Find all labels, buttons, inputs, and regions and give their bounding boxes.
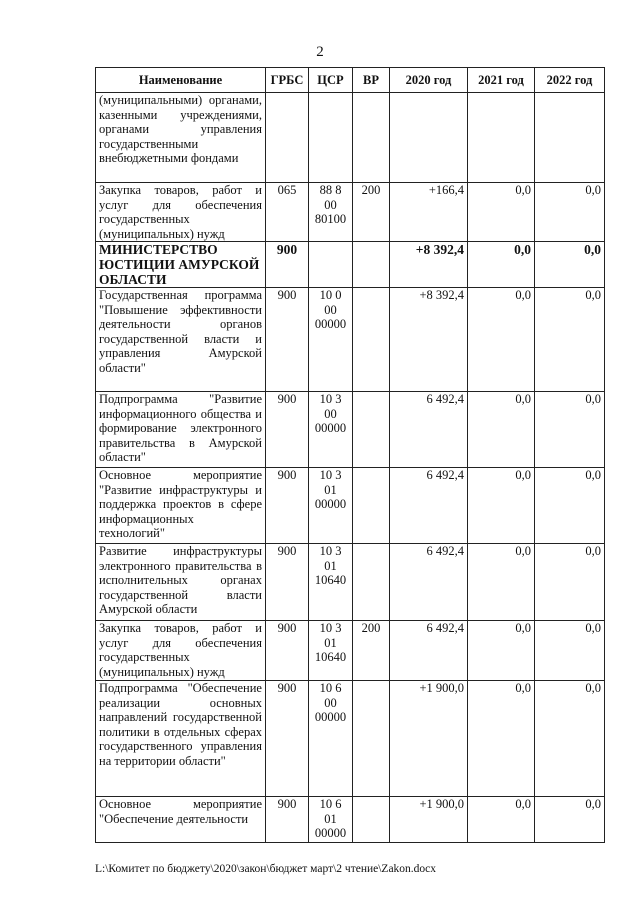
cell-2020: +166,4: [390, 183, 468, 242]
cell-2020: +1 900,0: [390, 681, 468, 797]
cell-csr: 10 3 01 10640: [309, 544, 353, 621]
cell-vr: [353, 242, 390, 288]
header-vr: ВР: [353, 68, 390, 93]
cell-2020: [390, 93, 468, 183]
cell-name: Развитие инфраструктуры электронного правительства в исполнительных органах государственной власти Амурской области: [96, 544, 266, 621]
cell-name: (муниципальными) органами, казенными учреждениями, органами управления государственными внебюджетными фондами: [96, 93, 266, 183]
cell-2020: +8 392,4: [390, 242, 468, 288]
cell-csr: 88 8 00 80100: [309, 183, 353, 242]
cell-2021: 0,0: [468, 544, 535, 621]
cell-2021: 0,0: [468, 288, 535, 392]
cell-2020: 6 492,4: [390, 621, 468, 681]
cell-2020: +8 392,4: [390, 288, 468, 392]
cell-grbs: 900: [266, 242, 309, 288]
cell-2020: +1 900,0: [390, 797, 468, 843]
cell-csr: [309, 242, 353, 288]
cell-vr: 200: [353, 621, 390, 681]
table-row: [96, 288, 605, 392]
cell-2022: 0,0: [535, 544, 605, 621]
cell-grbs: 900: [266, 468, 309, 544]
cell-vr: 200: [353, 183, 390, 242]
cell-2022: 0,0: [535, 183, 605, 242]
cell-vr: [353, 681, 390, 797]
cell-name: Государственная программа "Повышение эффективности деятельности органов государственной власти и управления Амурской области": [96, 288, 266, 392]
cell-csr: 10 6 00 00000: [309, 681, 353, 797]
cell-grbs: [266, 93, 309, 183]
budget-table: [95, 67, 605, 843]
header-2021: 2021 год: [468, 68, 535, 93]
header-grbs: ГРБС: [266, 68, 309, 93]
header-2020: 2020 год: [390, 68, 468, 93]
cell-grbs: 900: [266, 681, 309, 797]
cell-name: Подпрограмма "Развитие информационного общества и формирование электронного правительства в Амурской области": [96, 392, 266, 468]
cell-2022: 0,0: [535, 681, 605, 797]
cell-2020: 6 492,4: [390, 544, 468, 621]
cell-grbs: 900: [266, 288, 309, 392]
cell-2022: [535, 93, 605, 183]
cell-grbs: 065: [266, 183, 309, 242]
cell-grbs: 900: [266, 621, 309, 681]
cell-2022: 0,0: [535, 797, 605, 843]
cell-name: МИНИСТЕРСТВО ЮСТИЦИИ АМУРСКОЙ ОБЛАСТИ: [96, 242, 266, 288]
cell-2020: 6 492,4: [390, 468, 468, 544]
cell-2022: 0,0: [535, 242, 605, 288]
cell-2021: 0,0: [468, 797, 535, 843]
table-header-row: [96, 68, 605, 93]
cell-vr: [353, 797, 390, 843]
cell-name: Основное мероприятие "Обеспечение деятельности: [96, 797, 266, 843]
cell-name: Подпрограмма "Обеспечение реализации основных направлений государственной политики в отдельных сферах государственного управления на территории области": [96, 681, 266, 797]
table-row: [96, 183, 605, 242]
header-2022: 2022 год: [535, 68, 605, 93]
cell-vr: [353, 544, 390, 621]
table-row: [96, 242, 605, 288]
cell-2022: 0,0: [535, 288, 605, 392]
cell-2022: 0,0: [535, 392, 605, 468]
cell-vr: [353, 468, 390, 544]
table-row: [96, 681, 605, 797]
cell-2021: [468, 93, 535, 183]
cell-csr: 10 0 00 00000: [309, 288, 353, 392]
cell-grbs: 900: [266, 797, 309, 843]
cell-2021: 0,0: [468, 392, 535, 468]
file-path-footer: L:\Комитет по бюджету\2020\закон\бюджет март\2 чтение\Zakon.docx: [95, 863, 437, 875]
cell-csr: 10 3 01 00000: [309, 468, 353, 544]
table-row: [96, 621, 605, 681]
cell-2021: 0,0: [468, 468, 535, 544]
cell-csr: [309, 93, 353, 183]
cell-name: Закупка товаров, работ и услуг для обеспечения государственных (муниципальных) нужд: [96, 621, 266, 681]
cell-2021: 0,0: [468, 681, 535, 797]
table-row: [96, 544, 605, 621]
table-row: [96, 93, 605, 183]
page-number: 2: [316, 44, 324, 60]
cell-name: Закупка товаров, работ и услуг для обеспечения государственных (муниципальных) нужд: [96, 183, 266, 242]
cell-csr: 10 6 01 00000: [309, 797, 353, 843]
cell-2022: 0,0: [535, 468, 605, 544]
header-csr: ЦСР: [309, 68, 353, 93]
cell-vr: [353, 288, 390, 392]
cell-grbs: 900: [266, 392, 309, 468]
cell-2021: 0,0: [468, 183, 535, 242]
cell-name: Основное мероприятие "Развитие инфраструктуры и поддержка проектов в сфере информационных технологий": [96, 468, 266, 544]
table-row: [96, 797, 605, 843]
cell-vr: [353, 93, 390, 183]
table-row: [96, 468, 605, 544]
cell-2021: 0,0: [468, 242, 535, 288]
cell-csr: 10 3 01 10640: [309, 621, 353, 681]
cell-grbs: 900: [266, 544, 309, 621]
table-row: [96, 392, 605, 468]
cell-2020: 6 492,4: [390, 392, 468, 468]
cell-vr: [353, 392, 390, 468]
cell-2021: 0,0: [468, 621, 535, 681]
cell-2022: 0,0: [535, 621, 605, 681]
header-name: Наименование: [96, 68, 266, 93]
cell-csr: 10 3 00 00000: [309, 392, 353, 468]
